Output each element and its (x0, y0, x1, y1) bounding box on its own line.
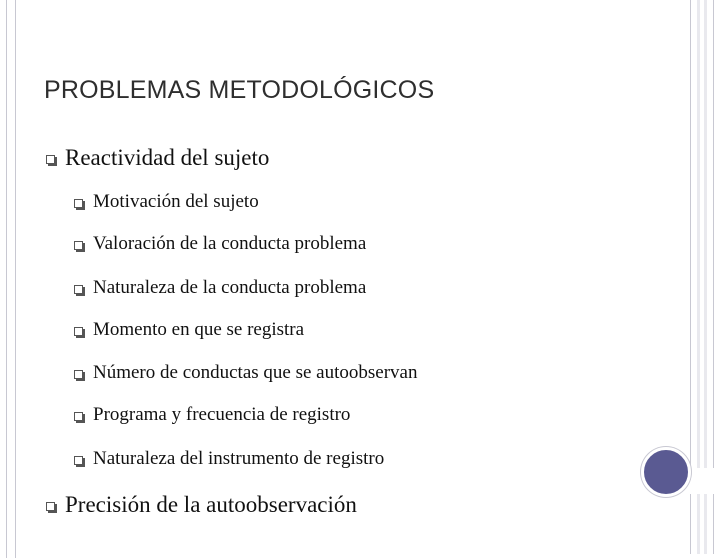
main-point-label: Precisión de la autoobservación (65, 492, 357, 517)
sub-point-label: Naturaleza del instrumento de registro (93, 448, 385, 469)
right-frame-decoration (690, 0, 714, 468)
square-bullet-icon (46, 155, 55, 164)
square-bullet-icon (74, 456, 83, 465)
decorative-circle (641, 447, 691, 497)
square-bullet-icon (74, 412, 83, 421)
square-bullet-icon (74, 285, 83, 294)
left-frame-decoration (6, 0, 16, 558)
sub-point-label: Naturaleza de la conducta problema (93, 277, 367, 298)
sub-point-label: Momento en que se registra (93, 319, 305, 340)
right-frame-decoration-bottom (690, 494, 714, 554)
sub-point-label: Valoración de la conducta problema (93, 233, 367, 254)
square-bullet-icon (46, 502, 55, 511)
square-bullet-icon (74, 370, 83, 379)
slide-title: PROBLEMAS METODOLÓGICOS (44, 76, 435, 104)
sub-point-label: Motivación del sujeto (93, 191, 259, 212)
square-bullet-icon (74, 327, 83, 336)
square-bullet-icon (74, 199, 83, 208)
main-point-label: Reactividad del sujeto (65, 145, 270, 170)
sub-point-label: Número de conductas que se autoobservan (93, 362, 418, 383)
square-bullet-icon (74, 241, 83, 250)
sub-point-label: Programa y frecuencia de registro (93, 404, 351, 425)
